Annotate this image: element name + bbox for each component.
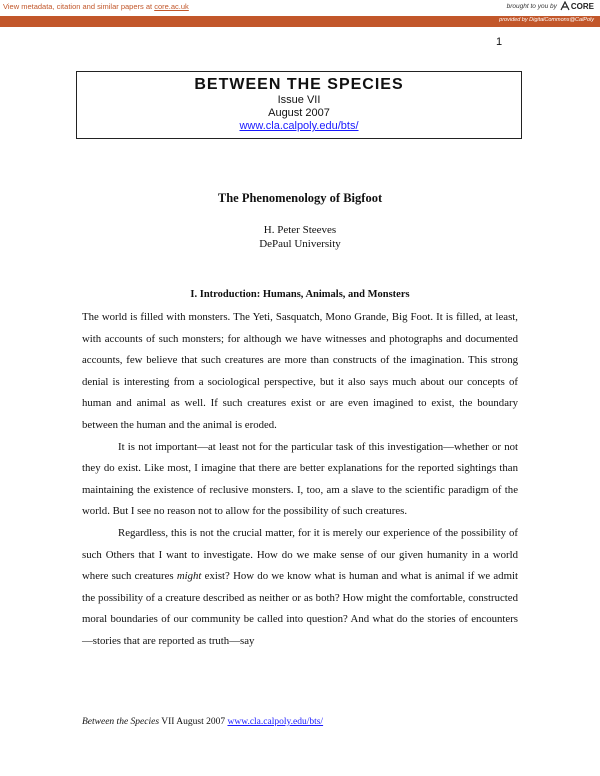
brought-by-text: brought to you by	[506, 2, 557, 10]
journal-issue: Issue VII	[277, 94, 321, 106]
core-logo-text: CORE	[570, 1, 594, 11]
paragraph-1: The world is filled with monsters. The Yeti, Sasquatch, Mono Grande, Big Foot. It is filled, at least, with accounts of such monsters; for although we have witnesses and photographs and documented accounts, few believe that such creatures are more than constructs of the imagination. This strong denial is interesting from a sociological perspective, but it also says much about our concepts of human and animal as well. If such creatures exist or are even imagined to exist, the boundary between the human and the animal is eroded.	[82, 311, 518, 431]
provided-by-bar	[0, 16, 600, 27]
footer-journal: Between the Species	[82, 717, 160, 727]
page-footer	[82, 717, 323, 727]
core-brought-by[interactable]	[507, 1, 594, 11]
author-affiliation: DePaul University	[259, 238, 341, 250]
page-number: 1	[496, 36, 503, 48]
core-metadata-link[interactable]	[3, 2, 189, 11]
section-heading: I. Introduction: Humans, Animals, and Monsters	[190, 289, 410, 300]
journal-header-box	[76, 71, 522, 139]
paper-title: The Phenomenology of Bigfoot	[217, 191, 383, 205]
author-block	[0, 223, 600, 251]
body-text	[82, 307, 518, 653]
paragraph-3	[82, 523, 518, 653]
core-logo[interactable]	[560, 1, 594, 11]
provided-by-text[interactable]: provided by DigitalCommons@CalPoly	[499, 17, 594, 23]
journal-title: BETWEEN THE SPECIES	[194, 76, 404, 93]
author-name: H. Peter Steeves	[263, 224, 337, 236]
paragraph-3-part-2: exist? How do we know what is human and what is animal if we admit the possibility of a creature described as neither or as both? How might the comfortable, constructed moral boundaries of our community be called into question? And what do the stories of encounters—stories that are reported as truth—say	[82, 570, 518, 647]
footer-url-link[interactable]: www.cla.calpoly.edu/bts/	[227, 717, 324, 727]
core-banner	[0, 0, 600, 16]
journal-date: August 2007	[268, 107, 330, 119]
footer-issue: VII August 2007	[159, 717, 228, 727]
journal-url-link[interactable]: www.cla.calpoly.edu/bts/	[239, 120, 359, 132]
paragraph-3-italic: might	[176, 570, 202, 583]
core-logo-icon	[560, 1, 570, 11]
core-link[interactable]: core.ac.uk	[154, 2, 189, 11]
paragraph-3-part-1: Regardless, this is not the crucial matter, for it is merely our experience of the possibility of such Others that I want to investigate. How do we make sense of our given humanity in a world where such creatures	[82, 526, 518, 583]
core-metadata-text: View metadata, citation and similar papers at	[3, 2, 155, 11]
paragraph-2: It is not important—at least not for the particular task of this investigation—whether or not they do exist. Like most, I imagine that there are better explanations for the reported sightings than maintaining the existence of reclusive monsters. I, too, am a slave to the scientific paradigm of the world. But I see no reason not to allow for the possibility of such creatures.	[82, 440, 518, 518]
